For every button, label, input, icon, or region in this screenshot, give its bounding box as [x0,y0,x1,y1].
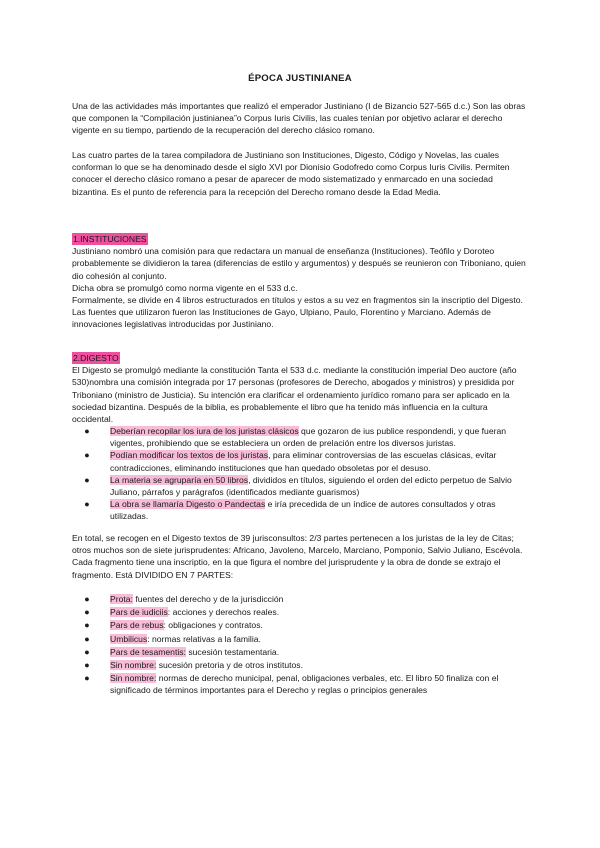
bullet-dot-icon: ● [84,633,90,644]
list-item [84,474,528,498]
bullet-text: , para eliminar controversias de las escuelas clásicas, evitar contradicciones, eliminando instituciones que han quedado obsoletas por el desuso. [110,450,497,473]
list-item [84,633,528,645]
bullet-text: e iría precedida de un índice de autores consultados y otras utilizadas. [110,499,496,522]
part-description: normas de derecho municipal, penal, obligaciones verbales, etc. El libro 50 finaliza con el significado de términos importantes para el Derecho y reglas o principios generales [110,673,499,696]
bullet-text: , divididos en títulos, siguiendo el orden del edicto perpetuo de Salvio Juliano, párrafos y parágrafos (identificados mediante guarismos) [110,474,512,498]
digesto-parts-list [84,593,528,698]
part-description: sucesión pretoria y de otros institutos. [156,660,303,671]
part-description: : acciones y derechos reales. [167,607,280,618]
intro-paragraph-1: Una de las actividades más importantes que realizó el emperador Justiniano (I de Bizancio 527-565 d.c.) Son las obras que componen la “Compilación justinianea”o Corpus Iuris Civilis, las cuales tenían por objetivo aclarar el derecho vigente en su tiempo, partiendo de la recuperación del derecho clásico romano. [72,101,526,136]
bullet-highlight: La materia se agruparía en 50 libros [110,474,249,485]
bullet-dot-icon: ● [84,620,90,631]
bullet-dot-icon: ● [84,594,90,604]
bullet-highlight: Deberían recopilar los iura de los juristas clásicos [110,426,299,436]
bullet-dot-icon: ● [84,660,90,671]
intro-paragraph-2: Las cuatro partes de la tarea compiladora de Justiniano son Instituciones, Digesto, Código y Novelas, las cuales conforman lo que se ha denominado desde el siglo XVI por Dionisio Godofredo como Corpus Iuris Civilis. Permiten conocer el derecho clásico romano a pesar de aparecer de modo sistematizado y enmarcado en una sociedad bizantina. Es el punto de referencia para la recepción del Derecho romano desde la Edad Media. [72,150,510,197]
list-item [84,672,528,696]
part-description: : normas relativas a la familia. [147,633,261,644]
bullet-dot-icon: ● [84,426,90,436]
page-title: ÉPOCA JUSTINIANEA [248,73,352,84]
bullet-highlight: Podían modificar los textos de los juristas [110,450,269,461]
list-item [84,593,528,605]
list-item [84,619,528,631]
part-name: Umbilicus [110,633,148,644]
list-item [84,425,528,449]
bullet-dot-icon: ● [84,450,90,461]
list-item [84,646,528,658]
instituciones-paragraph-4: Las fuentes que utilizaron fueron las Instituciones de Gayo, Ulpiano, Paulo, Florentino y Marciano. Además de innovaciones legislativas introducidas por Justiniano. [72,307,491,330]
part-name: Pars de iudiciis [110,607,168,618]
bullet-text: que gozaron de ius publice respondendi, y que fueran vigentes, prohibiendo que se estableciera un orden de prelación entre los diversos juristas. [110,426,507,449]
digesto-rules-list [84,425,528,523]
section-heading-digesto: 2.DIGESTO [73,353,119,363]
list-item [84,498,528,522]
bullet-highlight: La obra se llamaría Digesto o Pandectas [110,499,266,510]
bullet-dot-icon: ● [84,499,90,510]
part-description: sucesión testamentaria. [185,646,280,657]
bullet-dot-icon: ● [84,607,90,618]
part-name: Sin nombre: [110,673,157,684]
part-description: fuentes del derecho y de la jurisdicción [132,594,284,604]
list-item [84,606,528,618]
instituciones-paragraph-1: Justiniano nombró una comisión para que redactara un manual de enseñanza (Instituciones). Teófilo y Doroteo probablemente se dividieron la tarea (diferencias de estilo y argumentos) y después se reunieron con Triboniano, quien dio cohesión al conjunto. [72,246,526,281]
instituciones-paragraph-3: Formalmente, se divide en 4 libros estructurados en títulos y estos a su vez en fragmentos sin la inscriptio del Digesto. [72,295,523,306]
bullet-dot-icon: ● [84,673,90,684]
digesto-paragraph-2: En total, se recogen en el Digesto textos de 39 jurisconsultos: 2/3 partes pertenecen a los juristas de la ley de Citas; otros muchos son de siete jurisprudentes: Africano, Javoleno, Marcelo, Marciano, Pomponio, Salvio Juliano, Escévola. Cada fragmento tiene una inscriptio, en la que figura el nombre del jurisprudente y la obra de donde se extrajo el fragmento. Está DIVIDIDO EN 7 PARTES: [72,533,523,580]
list-item [84,449,528,473]
instituciones-paragraph-2: Dicha obra se promulgó como norma vigente en el 533 d.c. [72,282,298,293]
part-name: Pars de tesamentis: [110,646,186,657]
section-instituciones [72,233,528,331]
part-name: Sin nombre: [110,660,157,671]
part-name: Pars de rebus [110,620,164,631]
part-description: : obligaciones y contratos. [163,620,263,631]
bullet-dot-icon: ● [84,646,90,657]
section-digesto [72,352,528,425]
part-name: Prota: [110,594,133,604]
list-item [84,659,528,671]
section-heading-instituciones: 1.INSTITUCIONES [73,234,147,244]
digesto-paragraph-1: El Digesto se promulgó mediante la constitución Tanta el 533 d.c. mediante la constitución imperial Deo auctore (año 530)nombra una comisión integrada por 17 personas (profesores de Derecho, abogados y ministros) y presidida por Triboniano (ministro de Justicia). Su intención era clarificar el ordenamiento jurídico romano para ser aplicado en la sociedad bizantina. Después de la biblia, es probablemente el libro que ha tenido más influencia en la cultura occidental. [72,365,517,425]
bullet-dot-icon: ● [84,474,90,485]
